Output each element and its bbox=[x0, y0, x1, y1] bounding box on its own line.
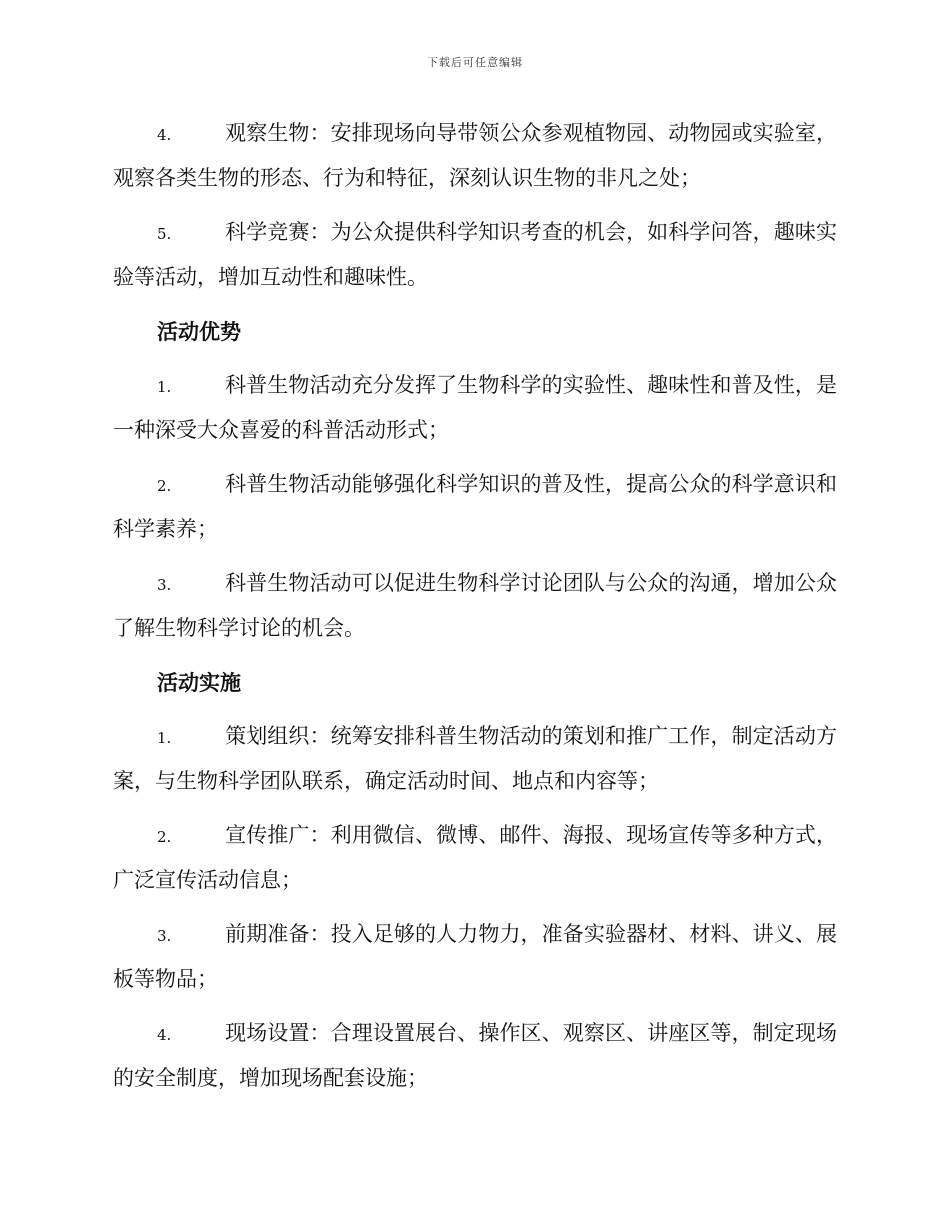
list-item-text: 科普生物活动能够强化科学知识的普及性，提高公众的科学意识和科学素养； bbox=[113, 472, 837, 541]
list-item bbox=[113, 364, 837, 452]
list-item bbox=[113, 112, 837, 200]
list-item-number: 4. bbox=[157, 126, 172, 144]
list-item-text: 宣传推广：利用微信、微博、邮件、海报、现场宣传等多种方式，广泛宣传活动信息； bbox=[113, 823, 837, 892]
section-heading-implementation: 活动实施 bbox=[157, 670, 241, 695]
list-item bbox=[113, 1012, 837, 1100]
list-item-number: 1. bbox=[157, 729, 172, 747]
list-item bbox=[113, 715, 837, 803]
list-item-number: 1. bbox=[157, 378, 172, 396]
list-item bbox=[113, 463, 837, 551]
list-item-text: 科学竞赛：为公众提供科学知识考查的机会，如科学问答，趣味实验等活动，增加互动性和趣味性。 bbox=[113, 220, 837, 289]
list-item bbox=[113, 211, 837, 299]
list-item-text: 科普生物活动充分发挥了生物科学的实验性、趣味性和普及性，是一种深受大众喜爱的科普活动形式； bbox=[113, 373, 837, 442]
list-item-text: 现场设置：合理设置展台、操作区、观察区、讲座区等，制定现场的安全制度，增加现场配套设施； bbox=[113, 1021, 837, 1090]
list-item-number: 3. bbox=[157, 927, 172, 945]
list-item-number: 5. bbox=[157, 225, 172, 243]
list-item bbox=[113, 814, 837, 902]
list-item-text: 策划组织：统筹安排科普生物活动的策划和推广工作，制定活动方案，与生物科学团队联系，确定活动时间、地点和内容等； bbox=[113, 724, 837, 793]
list-item-text: 科普生物活动可以促进生物科学讨论团队与公众的沟通，增加公众了解生物科学讨论的机会。 bbox=[113, 571, 837, 640]
list-item bbox=[113, 562, 837, 650]
list-item-text: 观察生物：安排现场向导带领公众参观植物园、动物园或实验室，观察各类生物的形态、行为和特征，深刻认识生物的非凡之处； bbox=[113, 121, 837, 190]
page-header: 下载后可任意编辑 bbox=[427, 56, 523, 69]
list-item-number: 2. bbox=[157, 828, 172, 846]
document-body bbox=[113, 112, 837, 1111]
list-item-number: 4. bbox=[157, 1026, 172, 1044]
section-heading-advantages: 活动优势 bbox=[157, 319, 241, 344]
list-item bbox=[113, 913, 837, 1001]
list-item-number: 2. bbox=[157, 477, 172, 495]
list-item-number: 3. bbox=[157, 576, 172, 594]
list-item-text: 前期准备：投入足够的人力物力，准备实验器材、材料、讲义、展板等物品； bbox=[113, 922, 837, 991]
